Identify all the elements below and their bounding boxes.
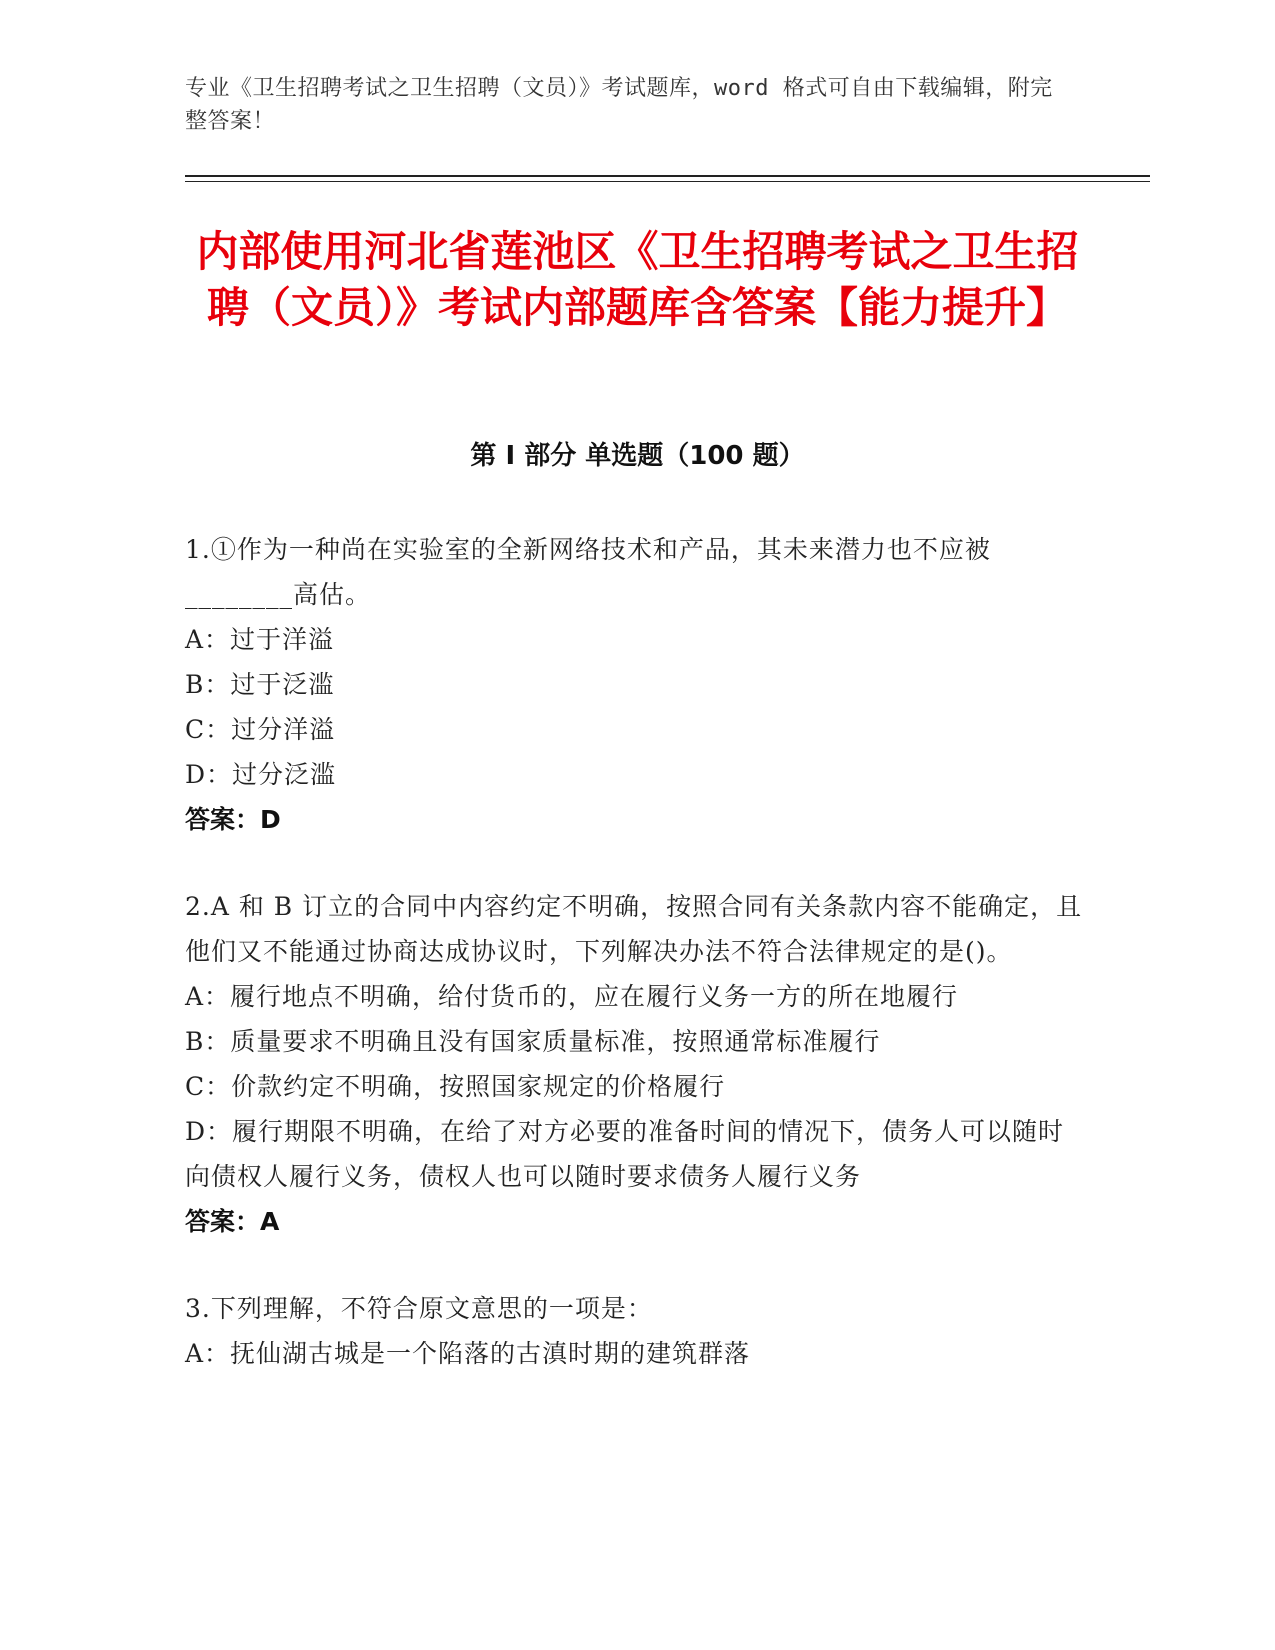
option-c: C：过分洋溢: [185, 715, 336, 744]
header-divider-thick: [185, 175, 1150, 177]
question-stem: 1.①作为一种尚在实验室的全新网络技术和产品，其未来潜力也不应被________高估。: [185, 535, 991, 609]
option-c: C：价款约定不明确，按照国家规定的价格履行: [185, 1072, 726, 1101]
answer-key: 答案：D: [185, 805, 281, 834]
answer-key: 答案：A: [185, 1207, 280, 1236]
option-a: A：履行地点不明确，给付货币的，应在履行义务一方的所在地履行: [185, 982, 959, 1011]
option-a: A：抚仙湖古城是一个陷落的古滇时期的建筑群落: [185, 1339, 751, 1368]
document-header-note: 专业《卫生招聘考试之卫生招聘（文员）》考试题库，word 格式可自由下载编辑，附完整答案！: [185, 76, 1053, 134]
question-stem: 3.下列理解，不符合原文意思的一项是：: [185, 1294, 653, 1323]
header-divider-thin: [185, 181, 1150, 182]
question-list: [185, 527, 1085, 1418]
question-1: [185, 527, 1085, 842]
option-d: D：履行期限不明确，在给了对方必要的准备时间的情况下，债务人可以随时向债权人履行义务，债权人也可以随时要求债务人履行义务: [185, 1117, 1065, 1191]
question-3: [185, 1286, 1085, 1376]
question-stem: 2.A 和 B 订立的合同中内容约定不明确，按照合同有关条款内容不能确定，且他们又不能通过协商达成协议时，下列解决办法不符合法律规定的是()。: [185, 892, 1083, 966]
option-b: B：质量要求不明确且没有国家质量标准，按照通常标准履行: [185, 1027, 881, 1056]
section-heading: 第 I 部分 单选题（100 题）: [470, 441, 805, 471]
option-d: D：过分泛滥: [185, 760, 337, 789]
option-b: B：过于泛滥: [185, 670, 335, 699]
document-title: 内部使用河北省莲池区《卫生招聘考试之卫生招聘（文员）》考试内部题库含答案【能力提升】: [196, 227, 1079, 332]
question-2: [185, 884, 1085, 1244]
option-a: A：过于洋溢: [185, 625, 335, 654]
